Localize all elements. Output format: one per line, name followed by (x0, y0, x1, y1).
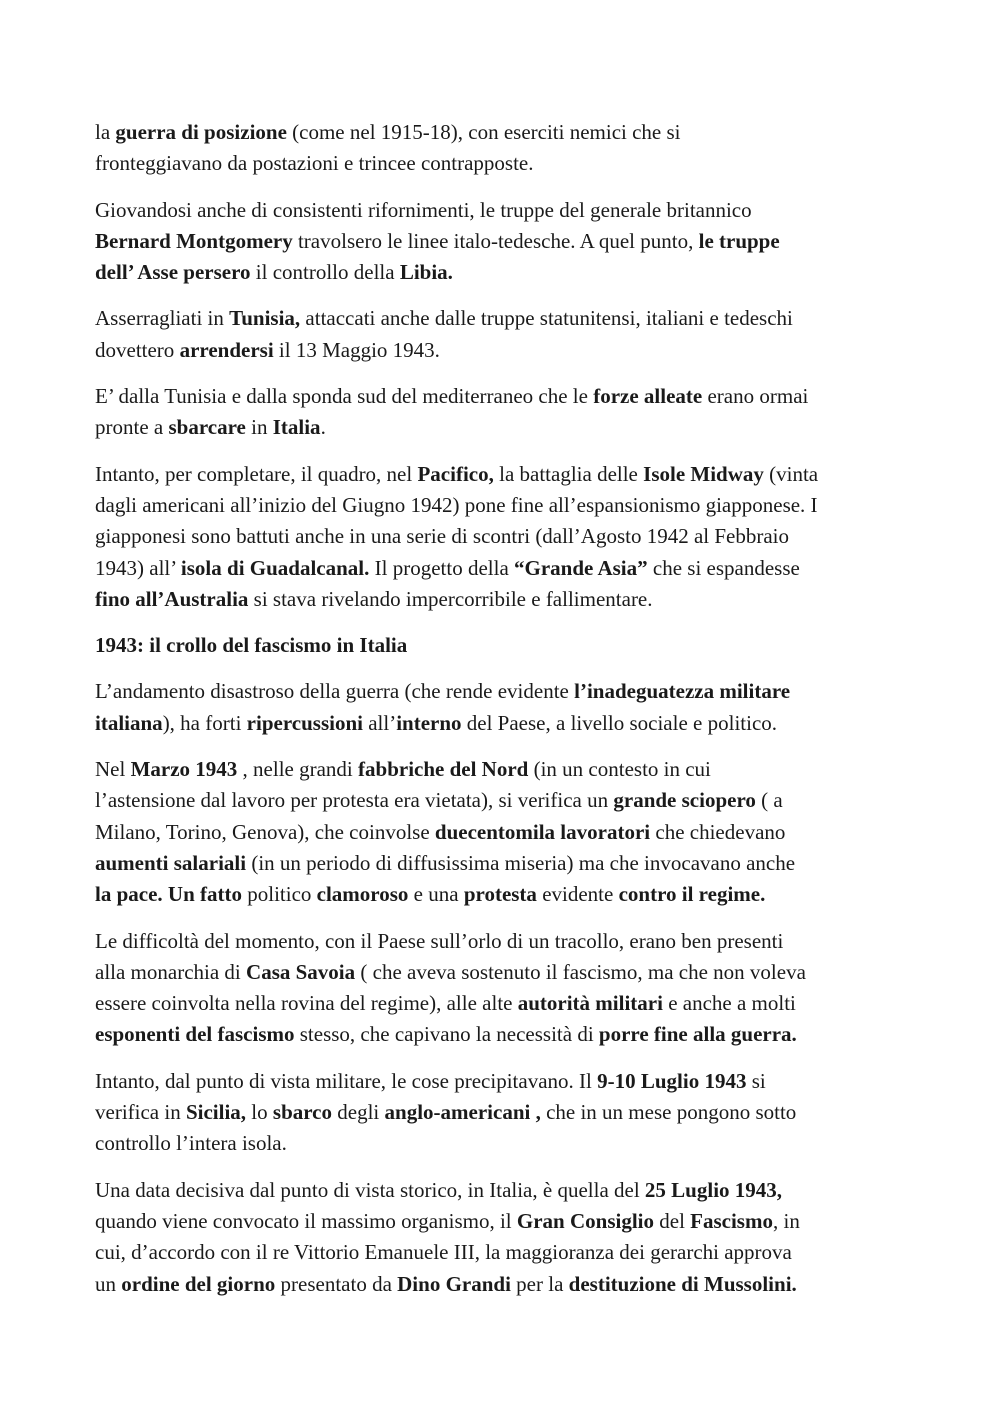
text-run: che in un mese pongono sotto (540, 1100, 797, 1125)
bold-text-run: la pace. Un fatto (95, 882, 242, 907)
bold-text-run: esponenti del fascismo (95, 1022, 295, 1047)
text-run: (in un contesto in cui (528, 757, 711, 782)
paragraph (95, 1066, 925, 1160)
text-run: Intanto, dal punto di vista militare, le cose precipitavano. Il (95, 1068, 598, 1093)
paragraph (95, 195, 925, 289)
bold-text-run: Tunisia, (229, 306, 301, 331)
text-run: controllo l’intera isola. (95, 1131, 287, 1156)
paragraph (95, 303, 925, 366)
paragraph (95, 117, 925, 180)
bold-text-run: porre fine alla guerra. (598, 1022, 797, 1047)
text-run: (come nel 1915-18), con eserciti nemici che si (286, 120, 681, 144)
bold-text-run: guerra di posizione (115, 120, 287, 144)
bold-text-run: Pacifico, (417, 461, 494, 486)
text-run: un (95, 1271, 122, 1296)
paragraph (95, 676, 925, 739)
bold-text-run: Fascismo (690, 1208, 773, 1233)
bold-text-run: sbarco (272, 1100, 333, 1125)
paragraph (95, 1175, 925, 1300)
text-run: ( a (755, 788, 783, 813)
text-run: fronteggiavano da postazioni e trincee contrapposte. (95, 151, 534, 176)
bold-text-run: contro il regime. (618, 882, 766, 907)
bold-text-run: anglo-americani , (384, 1100, 541, 1125)
text-run: per la (510, 1271, 569, 1296)
text-run: degli (332, 1100, 385, 1125)
text-run: la battaglia delle (493, 461, 644, 486)
text-run: si (746, 1068, 766, 1093)
text-run: politico (241, 882, 317, 907)
bold-text-run: sbarcare (168, 415, 246, 440)
bold-text-run: 25 Luglio 1943, (644, 1177, 783, 1202)
text-run: lo (246, 1100, 273, 1125)
bold-text-run: “Grande Asia” (514, 555, 648, 580)
paragraph (95, 381, 925, 444)
text-run: dovettero (95, 337, 180, 362)
text-run: Nel (95, 757, 131, 782)
bold-text-run: ripercussioni (246, 710, 363, 735)
bold-text-run: forze alleate (593, 384, 703, 409)
text-run: del Paese, a livello sociale e politico. (461, 710, 778, 735)
bold-text-run: fabbriche del Nord (358, 757, 529, 782)
bold-text-run: duecentomila lavoratori (434, 819, 651, 844)
paragraph (95, 459, 925, 615)
text-run: Una data decisiva dal punto di vista storico, in Italia, è quella del (95, 1177, 645, 1202)
bold-text-run: protesta (463, 882, 537, 907)
text-run: che chiedevano (650, 819, 786, 844)
text-run: giapponesi sono battuti anche in una serie di scontri (dall’Agosto 1942 al Febbraio (95, 524, 790, 549)
text-run: il 13 Maggio 1943. (273, 337, 440, 362)
text-run: stesso, che capivano la necessità di (294, 1022, 599, 1047)
bold-text-run: Dino Grandi (397, 1271, 511, 1296)
bold-text-run: l’inadeguatezza militare (574, 679, 791, 704)
bold-text-run: aumenti salariali (95, 850, 247, 875)
text-run: erano ormai (702, 384, 809, 409)
text-run: Milano, Torino, Genova), che coinvolse (95, 819, 435, 844)
text-run: pronte a (95, 415, 169, 440)
bold-text-run: fino all’Australia (95, 586, 249, 611)
text-run: , nelle grandi (237, 757, 359, 782)
text-run: ), ha forti (162, 710, 247, 735)
bold-text-run: Libia. (399, 260, 453, 285)
bold-text-run: le truppe (698, 228, 780, 253)
text-run: evidente (536, 882, 619, 907)
text-run: quando viene convocato il massimo organismo, il (95, 1208, 517, 1233)
bold-text-run: Italia (272, 415, 321, 440)
bold-text-run: arrendersi (179, 337, 274, 362)
bold-text-run: Sicilia, (185, 1100, 247, 1125)
text-run: Il progetto della (369, 555, 515, 580)
text-run: Le difficoltà del momento, con il Paese sull’orlo di un tracollo, erano ben presenti (95, 928, 784, 953)
bold-text-run: 9-10 Luglio 1943 (597, 1068, 747, 1093)
bold-text-run: italiana (95, 710, 163, 735)
bold-text-run: Bernard Montgomery (95, 228, 293, 253)
document-page (95, 117, 925, 1315)
text-run: che si espandesse (647, 555, 800, 580)
text-run: si stava rivelando impercorribile e fallimentare. (248, 586, 653, 611)
text-run: 1943) all’ (95, 555, 181, 580)
text-run: il controllo della (250, 260, 400, 285)
bold-text-run: destituzione di Mussolini. (568, 1271, 797, 1296)
text-run: Asserragliati in (95, 306, 230, 331)
bold-text-run: Isole Midway (643, 461, 764, 486)
text-run: la (95, 120, 116, 144)
text-run: e una (408, 882, 464, 907)
text-run: attaccati anche dalle truppe statunitensi, italiani e tedeschi (300, 306, 793, 331)
body-text-section-2 (95, 676, 925, 1299)
text-run: del (654, 1208, 691, 1233)
text-run: L’andamento disastroso della guerra (che rende evidente (95, 679, 575, 704)
text-run: E’ dalla Tunisia e dalla sponda sud del mediterraneo che le (95, 384, 594, 409)
bold-text-run: autorità militari (517, 991, 663, 1016)
section-heading: 1943: il crollo del fascismo in Italia (95, 633, 408, 658)
text-run: cui, d’accordo con il re Vittorio Emanuele III, la maggioranza dei gerarchi approva (95, 1240, 792, 1265)
text-run: e anche a molti (662, 991, 796, 1016)
bold-text-run: dell’ Asse persero (95, 260, 251, 285)
text-run: ( che aveva sostenuto il fascismo, ma che non voleva (355, 959, 806, 984)
bold-text-run: grande sciopero (613, 788, 756, 813)
bold-text-run: ordine del giorno (121, 1271, 276, 1296)
bold-text-run: clamoroso (316, 882, 409, 907)
text-run: , in (772, 1208, 800, 1233)
bold-text-run: isola di Guadalcanal. (180, 555, 370, 580)
bold-text-run: Casa Savoia (246, 959, 356, 984)
text-run: essere coinvolta nella rovina del regime), alle alte (95, 991, 518, 1016)
text-run: (in un periodo di diffusissima miseria) ma che invocavano anche (246, 850, 796, 875)
text-run: in (245, 415, 273, 440)
paragraph (95, 926, 925, 1051)
paragraph (95, 754, 925, 910)
text-run: alla monarchia di (95, 959, 247, 984)
text-run: l’astensione dal lavoro per protesta era vietata), si verifica un (95, 788, 614, 813)
text-run: travolsero le linee italo-tedesche. A quel punto, (292, 228, 699, 253)
text-run: (vinta (763, 461, 819, 486)
text-run: . (320, 415, 326, 440)
text-run: Intanto, per completare, il quadro, nel (95, 461, 418, 486)
bold-text-run: Gran Consiglio (516, 1208, 654, 1233)
bold-text-run: interno (396, 710, 462, 735)
text-run: Giovandosi anche di consistenti rifornimenti, le truppe del generale britannico (95, 197, 752, 222)
bold-text-run: Marzo 1943 (130, 757, 238, 782)
text-run: presentato da (275, 1271, 398, 1296)
text-run: dagli americani all’inizio del Giugno 1942) pone fine all’espansionismo giapponese. I (95, 492, 818, 517)
body-text-section-1 (95, 117, 925, 615)
text-run: all’ (362, 710, 397, 735)
text-run: verifica in (95, 1100, 186, 1125)
